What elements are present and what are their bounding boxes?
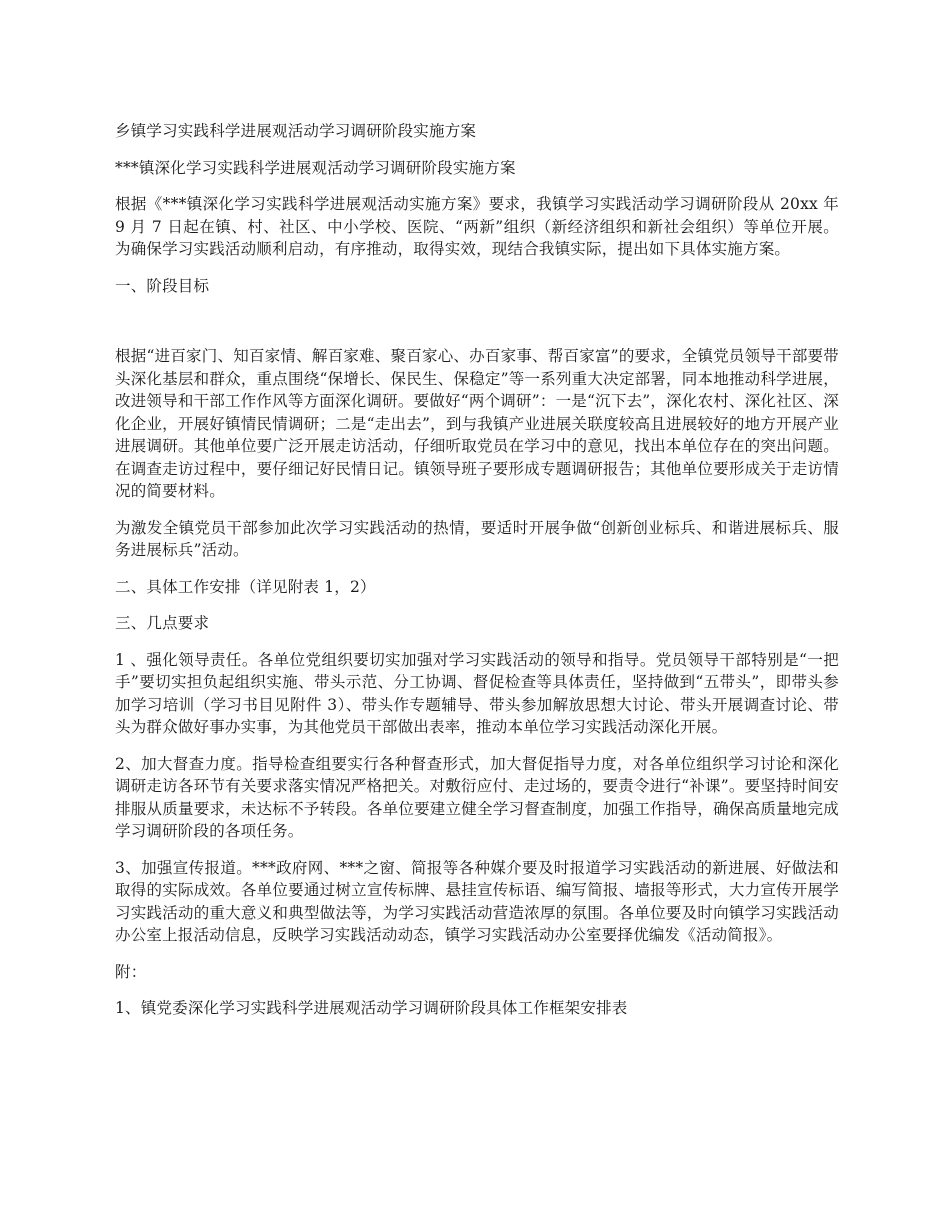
attachment-label: 附： <box>115 962 147 981</box>
section-heading-requirements: 三、几点要求 <box>115 614 210 632</box>
document-title: 乡镇学习实践科学进展观活动学习调研阶段实施方案 <box>115 122 477 140</box>
attachment-item-1: 1、镇党委深化学习实践科学进展观活动学习调研阶段具体工作框架安排表 <box>115 999 628 1017</box>
document-subtitle: ***镇深化学习实践科学进展观活动学习调研阶段实施方案 <box>115 158 516 177</box>
section-heading-arrangement: 二、具体工作安排（详见附表 1，2） <box>115 577 376 596</box>
goals-paragraph-2: 为激发全镇党员干部参加此次学习实践活动的热情，要适时开展争做“创新创业标兵、和谐进展标兵、服务进展标兵”活动。 <box>115 518 839 559</box>
intro-paragraph: 根据《***镇深化学习实践科学进展观活动实施方案》要求，我镇学习实践活动学习调研阶段从 20xx 年 9 月 7 日起在镇、村、社区、中小学校、医院、“两新”组织（新经济组织和新社会组织）等单位开展。为确保学习实践活动顺利启动，有序推动，取得实效，现结合我镇实际，提出如下具体实施方案。 <box>115 195 839 258</box>
goals-paragraph: 根据“进百家门、知百家情、解百家难、聚百家心、办百家事、帮百家富”的要求，全镇党员领导干部要带头深化基层和群众，重点围绕“保增长、保民生、保稳定”等一系列重大决定部署，同本地推动科学进展，改进领导和干部工作作风等方面深化调研。要做好“两个调研”：一是“沉下去”，深化农村、深化社区、深化企业，开展好镇情民情调研；二是“走出去”，到与我镇产业进展关联度较高且进展较好的地方开展产业进展调研。其他单位要广泛开展走访活动，仔细听取党员在学习中的意见，找出本单位存在的突出问题。在调查走访过程中，要仔细记好民情日记。镇领导班子要形成专题调研报告；其他单位要形成关于走访情况的简要材料。 <box>115 347 839 500</box>
section-heading-goals: 一、阶段目标 <box>115 276 210 295</box>
requirement-3: 3、加强宣传报道。***政府网、***之窗、简报等各种媒介要及时报道学习实践活动的新进展、好做法和取得的实际成效。各单位要通过树立宣传标牌、悬挂宣传标语、编写简报、墙报等形式，大力宣传开展学习实践活动的重大意义和典型做法等，为学习实践活动营造浓厚的氛围。各单位要及时向镇学习实践活动办公室上报活动信息，反映学习实践活动动态，镇学习实践活动办公室要择优编发《活动简报》。 <box>115 858 839 944</box>
spacer <box>115 311 839 345</box>
requirement-1: 1 、强化领导责任。各单位党组织要切实加强对学习实践活动的领导和指导。党员领导干部特别是“一把手”要切实担负起组织实施、带头示范、分工协调、督促检查等具体责任，坚持做到“五带头”，即带头参加学习培训（学习书目见附件 3）、带头作专题辅导、带头参加解放思想大讨论、带头开展调查讨论、带头为群众做好事办实事，为其他党员干部做出表率，推动本单位学习实践活动深化开展。 <box>115 650 839 736</box>
document-page <box>115 120 839 1034</box>
requirement-2: 2、加大督查力度。指导检查组要实行各种督查形式，加大督促指导力度，对各单位组织学习讨论和深化调研走访各环节有关要求落实情况严格把关。对敷衍应付、走过场的，要责令进行“补课”。要坚持时间安排服从质量要求，未达标不予转段。各单位要建立健全学习督查制度，加强工作指导，确保高质量地完成学习调研阶段的各项任务。 <box>115 754 839 840</box>
